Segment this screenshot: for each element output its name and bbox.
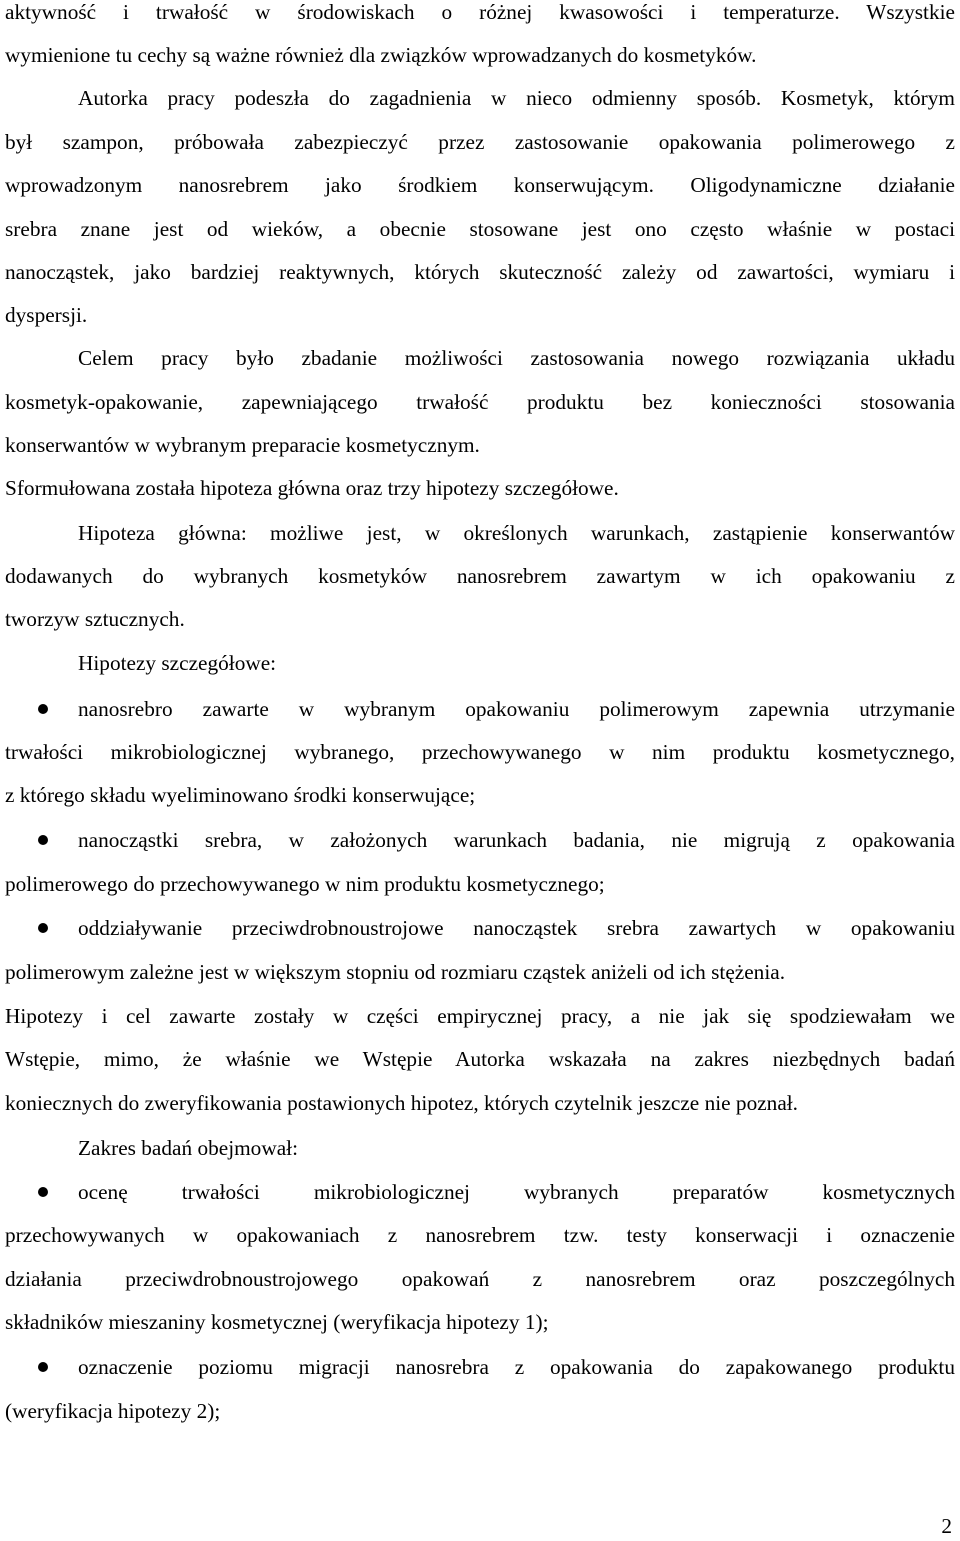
text-line: konserwantów w wybranym preparacie kosmetycznym. <box>5 433 480 457</box>
text-line: wprowadzonym nanosrebrem jako środkiem konserwującym. Oligodynamiczne działanie <box>5 173 955 197</box>
page-number: 2 <box>941 1514 952 1538</box>
text-line: trwałości mikrobiologicznej wybranego, przechowywanego w nim produktu kosmetycznego, <box>5 740 955 764</box>
text-line: z którego składu wyeliminowano środki konserwujące; <box>5 783 476 807</box>
text-line: (weryfikacja hipotezy 2); <box>5 1399 221 1423</box>
text-line: srebra znane jest od wieków, a obecnie stosowane jest ono często właśnie w postaci <box>5 217 955 241</box>
text-line: Hipotezy i cel zawarte zostały w części empirycznej pracy, a nie jak się spodziewałam we <box>5 1004 955 1028</box>
bullet-icon <box>38 1187 48 1197</box>
bullet-icon <box>38 923 48 933</box>
text-line: Hipotezy szczegółowe: <box>78 651 277 675</box>
text-line: aktywność i trwałość w środowiskach o różnej kwasowości i temperaturze. Wszystkie <box>5 0 955 24</box>
text-line: Autorka pracy podeszła do zagadnienia w nieco odmienny sposób. Kosmetyk, którym <box>78 86 955 110</box>
text-line: wymienione tu cechy są ważne również dla związków wprowadzanych do kosmetyków. <box>5 43 757 67</box>
text-line: Wstępie, mimo, że właśnie we Wstępie Autorka wskazała na zakres niezbędnych badań <box>5 1047 955 1071</box>
text-line: dyspersji. <box>5 303 88 327</box>
text-line: kosmetyk-opakowanie, zapewniającego trwałość produktu bez konieczności stosowania <box>5 390 955 414</box>
list-item: oznaczenie poziomu migracji nanosrebra z opakowania do zapakowanego produktu <box>78 1355 955 1379</box>
text-line: Sformułowana została hipoteza główna oraz trzy hipotezy szczegółowe. <box>5 476 619 500</box>
text-line: składników mieszaniny kosmetycznej (weryfikacja hipotezy 1); <box>5 1310 549 1334</box>
text-line: dodawanych do wybranych kosmetyków nanosrebrem zawartym w ich opakowaniu z <box>5 564 955 588</box>
list-item: nanosrebro zawarte w wybranym opakowaniu polimerowym zapewnia utrzymanie <box>78 697 955 721</box>
list-item: oddziaływanie przeciwdrobnoustrojowe nanocząstek srebra zawartych w opakowaniu <box>78 916 955 940</box>
list-item: nanocząstki srebra, w założonych warunkach badania, nie migrują z opakowania <box>78 828 955 852</box>
bullet-icon <box>38 704 48 714</box>
bullet-icon <box>38 1362 48 1372</box>
list-item: ocenę trwałości mikrobiologicznej wybranych preparatów kosmetycznych <box>78 1180 955 1204</box>
text-line: Celem pracy było zbadanie możliwości zastosowania nowego rozwiązania układu <box>78 346 955 370</box>
text-line: był szampon, próbowała zabezpieczyć przez zastosowanie opakowania polimerowego z <box>5 130 955 154</box>
text-line: tworzyw sztucznych. <box>5 607 185 631</box>
text-line: Zakres badań obejmował: <box>78 1136 298 1160</box>
text-line: polimerowym zależne jest w większym stopniu od rozmiaru cząstek aniżeli od ich stężenia. <box>5 960 786 984</box>
text-line: Hipoteza główna: możliwe jest, w określonych warunkach, zastąpienie konserwantów <box>78 521 955 545</box>
text-line: przechowywanych w opakowaniach z nanosrebrem tzw. testy konserwacji i oznaczenie <box>5 1223 955 1247</box>
bullet-icon <box>38 835 48 845</box>
text-line: polimerowego do przechowywanego w nim produktu kosmetycznego; <box>5 872 605 896</box>
text-line: koniecznych do zweryfikowania postawionych hipotez, których czytelnik jeszcze nie poznał. <box>5 1091 799 1115</box>
text-line: nanocząstek, jako bardziej reaktywnych, których skuteczność zależy od zawartości, wymiaru i <box>5 260 955 284</box>
text-line: działania przeciwdrobnoustrojowego opakowań z nanosrebrem oraz poszczególnych <box>5 1267 955 1291</box>
